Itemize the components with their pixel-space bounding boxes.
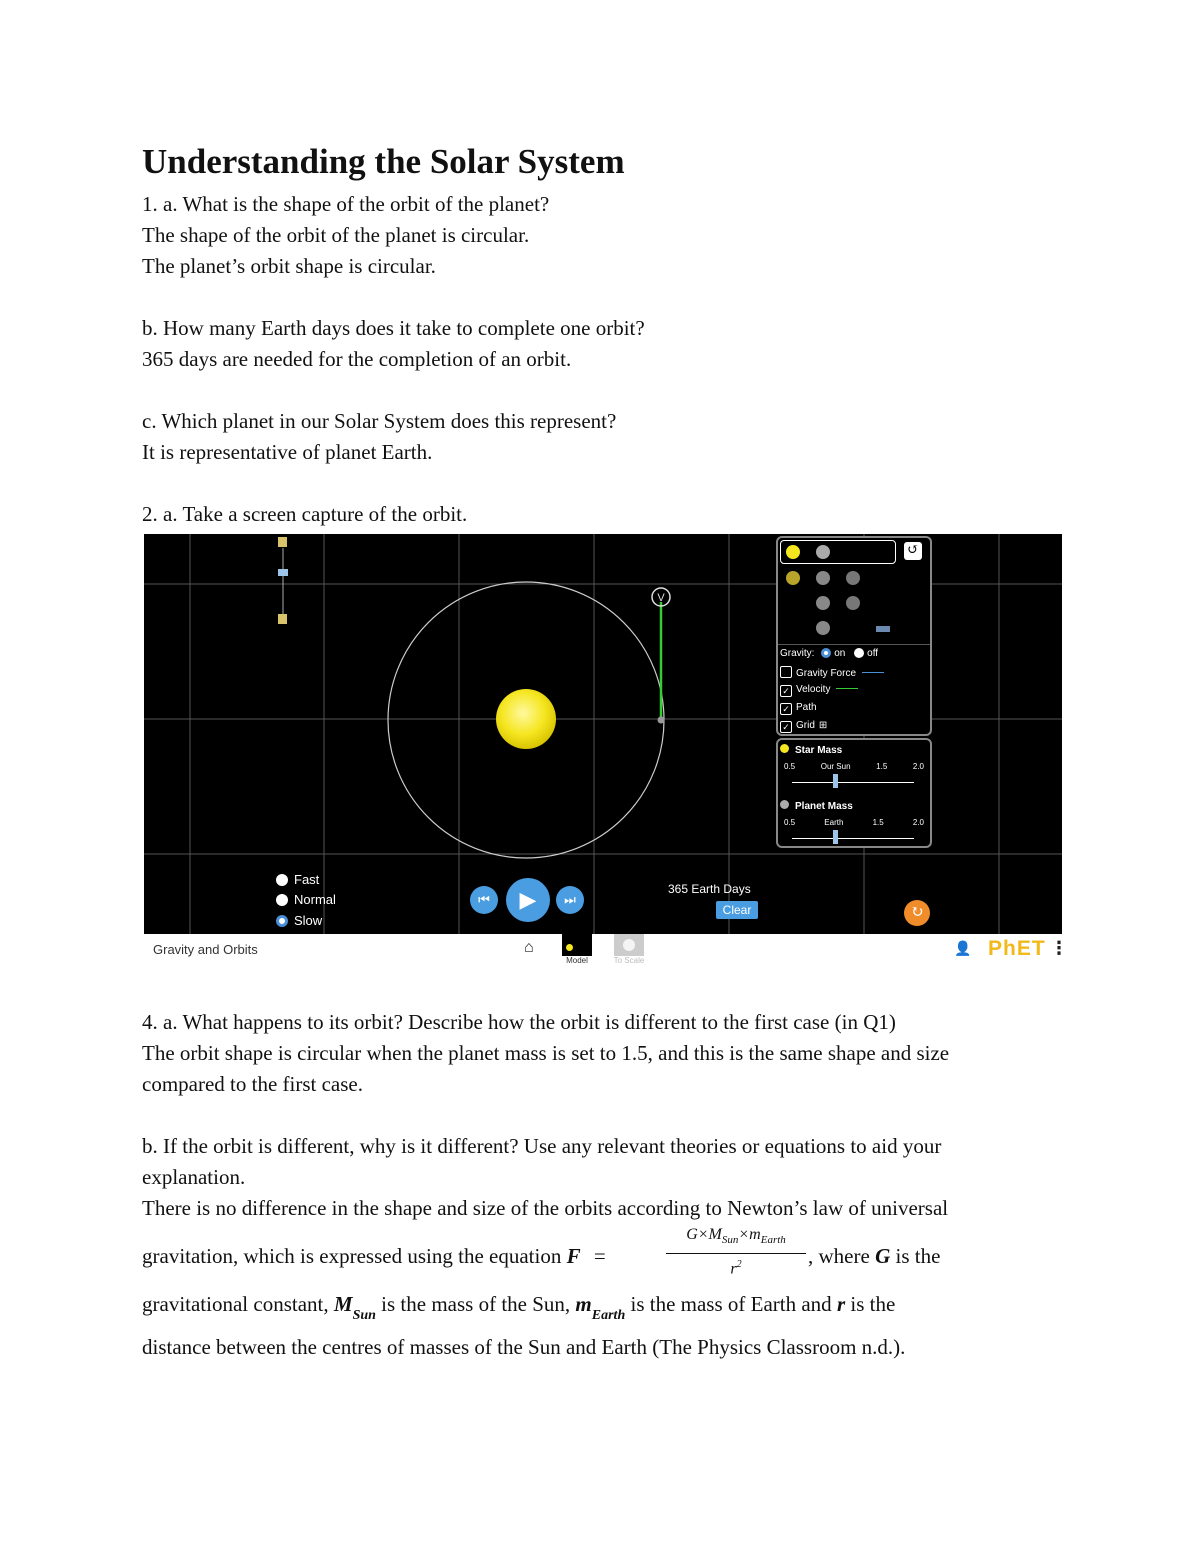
star-mass-ticks: 0.5 Our Sun 1.5 2.0	[784, 762, 924, 771]
planet-mass-heading: Planet Mass	[780, 800, 853, 812]
q1a-answer-1: The shape of the orbit of the planet is circular.	[142, 223, 530, 247]
q4b-question-1: b. If the orbit is different, why is it different? Use any relevant theories or equations to aid your	[142, 1134, 942, 1158]
q4b-answer-3: gravitational constant, $M_{Sun}$ is the mass of the Sun, $m_{Earth}$ is the mass of Earth and r is the	[142, 1292, 896, 1323]
q4a-question: 4. a. What happens to its orbit? Describe how the orbit is different to the first case (in Q1)	[142, 1010, 896, 1034]
gravity-off-label: off	[867, 648, 879, 659]
gravity-on-radio[interactable]	[821, 648, 831, 658]
gravity-off-radio[interactable]	[854, 648, 864, 658]
velocity-label: Velocity	[796, 684, 831, 695]
reset-all-button[interactable]: ↻	[904, 900, 930, 926]
speed-fast[interactable]: Fast	[276, 872, 319, 887]
q4b-answer-2: gravitation, which is expressed using the equation F =	[142, 1244, 606, 1268]
moon-option-icon[interactable]	[846, 571, 860, 585]
gravity-force-checkbox[interactable]	[780, 666, 884, 679]
speed-slow[interactable]: Slow	[276, 913, 322, 928]
path-checkbox[interactable]: ✓ Path	[780, 702, 817, 715]
satellite-icon[interactable]	[876, 626, 890, 632]
star-mass-thumb[interactable]	[833, 774, 838, 788]
planet-mass-slider[interactable]	[792, 838, 914, 839]
q1a-question: 1. a. What is the shape of the orbit of the planet?	[142, 192, 550, 216]
star-mass-slider[interactable]	[792, 782, 914, 783]
reset-icon[interactable]: ↺	[904, 542, 922, 560]
tab-to-scale[interactable]	[614, 934, 644, 956]
svg-text:V: V	[657, 592, 665, 604]
moon-option-icon-2[interactable]	[846, 596, 860, 610]
q1c-question: c. Which planet in our Solar System does this represent?	[142, 409, 617, 433]
zoom-in-icon	[278, 537, 287, 547]
user-icon[interactable]: 👤	[954, 940, 972, 956]
planet-option-icon[interactable]	[816, 571, 830, 585]
q1a-answer-2: The planet’s orbit shape is circular.	[142, 254, 436, 278]
star-mass-heading: Star Mass	[780, 744, 842, 756]
planet	[658, 717, 665, 724]
planet-mass-thumb[interactable]	[833, 830, 838, 844]
step-back-button[interactable]: ⏮	[470, 886, 498, 914]
grid-checkbox[interactable]: ✓ Grid ⊞	[780, 720, 827, 733]
app-name: Gravity and Orbits	[153, 942, 258, 957]
speed-normal[interactable]: Normal	[276, 892, 336, 907]
planet-option-icon-3[interactable]	[816, 621, 830, 635]
page-title: Understanding the Solar System	[142, 142, 625, 181]
sun-icon	[786, 545, 800, 559]
body-panel	[776, 536, 932, 736]
home-icon[interactable]: ⌂	[524, 939, 534, 956]
planet-mass-ticks: 0.5 Earth 1.5 2.0	[784, 818, 924, 827]
q4b-answer-1: There is no difference in the shape and size of the orbits according to Newton’s law of universal	[142, 1196, 949, 1220]
zoom-slider-thumb	[278, 569, 288, 576]
grid-label: Grid	[796, 720, 815, 731]
q4b-answer-4: distance between the centres of masses of the Sun and Earth (The Physics Classroom n.d.).	[142, 1335, 906, 1359]
day-counter: 365 Earth Days	[668, 882, 751, 896]
gravitation-equation: $G\times M_{Sun}\times m_{Earth}$ $r^2$	[666, 1224, 806, 1279]
planet-option-icon-2[interactable]	[816, 596, 830, 610]
star	[496, 689, 556, 749]
q1b-answer: 365 days are needed for the completion of an orbit.	[142, 347, 572, 371]
sim-nav-bar	[144, 934, 1068, 968]
q2a-question: 2. a. Take a screen capture of the orbit.	[142, 502, 468, 526]
q4b-answer-2-end: , where G is the	[808, 1244, 941, 1268]
play-button[interactable]: ▶	[506, 878, 550, 922]
zoom-out-icon	[278, 614, 287, 624]
grid-icon: ⊞	[818, 720, 828, 731]
gravity-on-label: on	[834, 648, 846, 659]
tab-to-scale-label: To Scale	[613, 956, 645, 965]
q1c-answer: It is representative of planet Earth.	[142, 440, 433, 464]
star-option-icon[interactable]	[786, 571, 800, 585]
q1b-question: b. How many Earth days does it take to complete one orbit?	[142, 316, 645, 340]
menu-icon[interactable]: ⋮	[1050, 938, 1068, 958]
planet-icon	[816, 545, 830, 559]
tab-model[interactable]	[562, 934, 592, 956]
mass-panel	[776, 738, 932, 848]
step-forward-button[interactable]: ⏭	[556, 886, 584, 914]
tab-model-label: Model	[566, 956, 588, 965]
q4a-answer-1: The orbit shape is circular when the planet mass is set to 1.5, and this is the same shape and size	[142, 1041, 950, 1065]
q4b-question-2: explanation.	[142, 1165, 246, 1189]
velocity-checkbox[interactable]: ✓ Velocity	[780, 684, 858, 697]
gravity-label: Gravity:	[780, 648, 815, 659]
gravity-force-label: Gravity Force	[796, 668, 857, 679]
gravity-toggle[interactable]	[780, 648, 878, 659]
clear-button[interactable]: Clear	[716, 901, 758, 919]
q4a-answer-2: compared to the first case.	[142, 1072, 363, 1096]
path-label: Path	[796, 702, 817, 713]
phet-logo[interactable]: PhET	[988, 937, 1046, 960]
orbit-screenshot	[144, 534, 1062, 934]
